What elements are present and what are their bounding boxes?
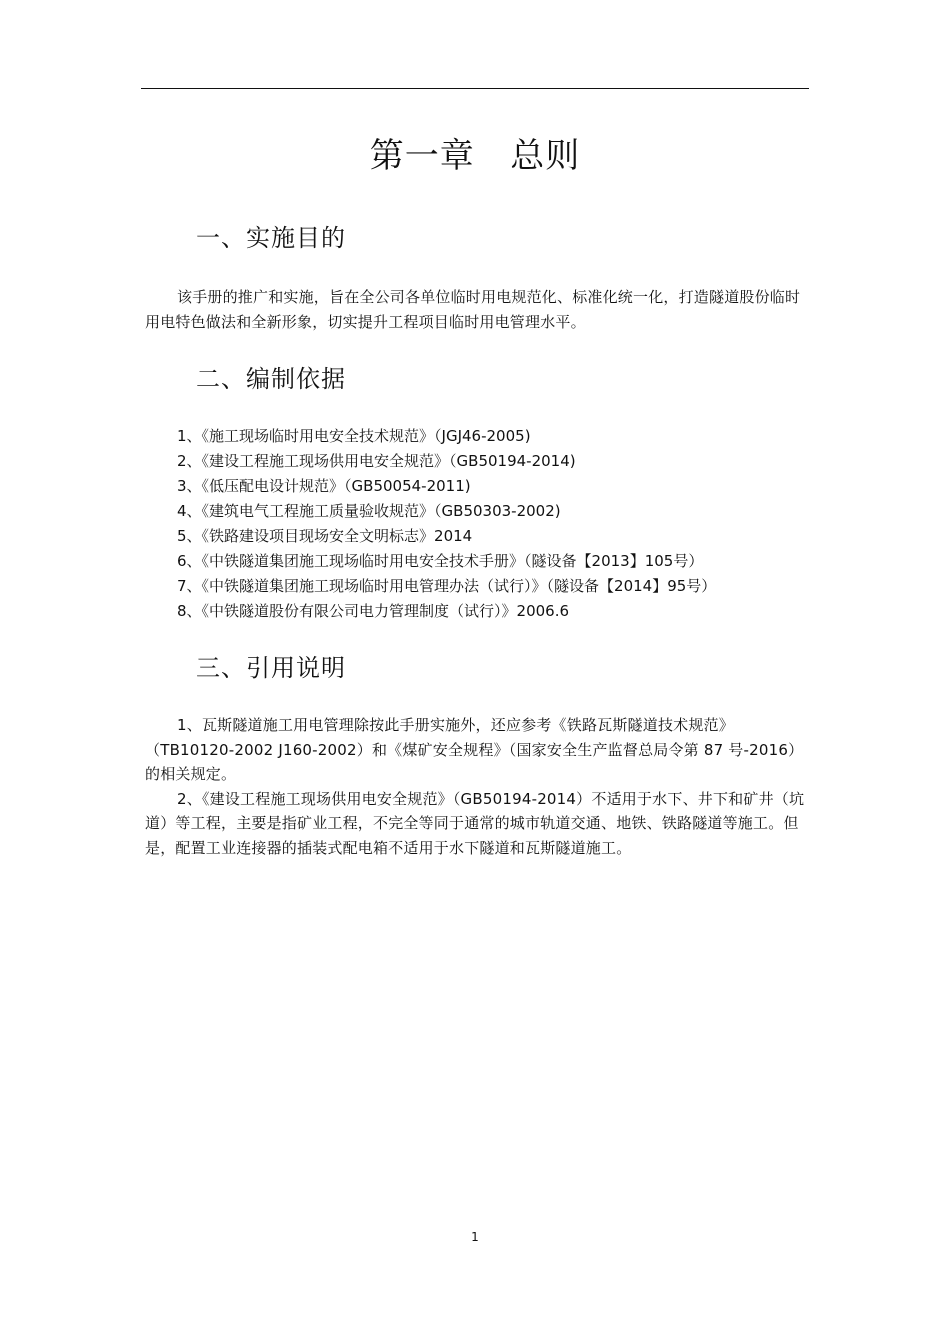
page-number: 1 bbox=[471, 1230, 479, 1244]
list-item: 1、《施工现场临时用电安全技术规范》（JGJ46-2005) bbox=[177, 427, 531, 445]
section-heading-citation: 三、引用说明 bbox=[196, 654, 346, 682]
purpose-text: 该手册的推广和实施，旨在全公司各单位临时用电规范化、标准化统一化，打造隧道股份临时用电特色做法和全新形象，切实提升工程项目临时用电管理水平。 bbox=[145, 288, 801, 331]
list-item: 4、《建筑电气工程施工质量验收规范》（GB50303-2002) bbox=[177, 502, 561, 520]
list-item: 8、《中铁隧道股份有限公司电力管理制度（试行）》2006.6 bbox=[177, 602, 570, 620]
section-heading-basis: 二、编制依据 bbox=[196, 365, 346, 393]
citation-note-1: 1、瓦斯隧道施工用电管理除按此手册实施外，还应参考《铁路瓦斯隧道技术规范》（TB10120-2002 J160-2002）和《煤矿安全规程》（国家安全生产监督总局令第 87 号-2016）的相关规定。 bbox=[145, 716, 804, 783]
list-item: 7、《中铁隧道集团施工现场临时用电管理办法（试行）》（隧设备【2014】95号） bbox=[177, 577, 717, 595]
list-item: 2、《建设工程施工现场供用电安全规范》（GB50194-2014) bbox=[177, 452, 576, 470]
purpose-paragraph bbox=[145, 285, 813, 334]
chapter-title: 第一章 总则 bbox=[369, 136, 581, 176]
citation-note-2: 2、《建设工程施工现场供用电安全规范》（GB50194-2014）不适用于水下、井下和矿井（坑道）等工程，主要是指矿业工程，不完全等同于通常的城市轨道交通、地铁、铁路隧道等施工。但是，配置工业连接器的插装式配电箱不适用于水下隧道和瓦斯隧道施工。 bbox=[145, 789, 805, 857]
section-heading-purpose: 一、实施目的 bbox=[196, 224, 346, 252]
reference-list bbox=[177, 424, 817, 624]
header-rule bbox=[141, 88, 809, 89]
citation-paragraphs bbox=[145, 713, 813, 860]
list-item: 3、《低压配电设计规范》（GB50054-2011) bbox=[177, 477, 471, 495]
list-item: 5、《铁路建设项目现场安全文明标志》2014 bbox=[177, 527, 473, 545]
list-item: 6、《中铁隧道集团施工现场临时用电安全技术手册》（隧设备【2013】105号） bbox=[177, 552, 704, 570]
